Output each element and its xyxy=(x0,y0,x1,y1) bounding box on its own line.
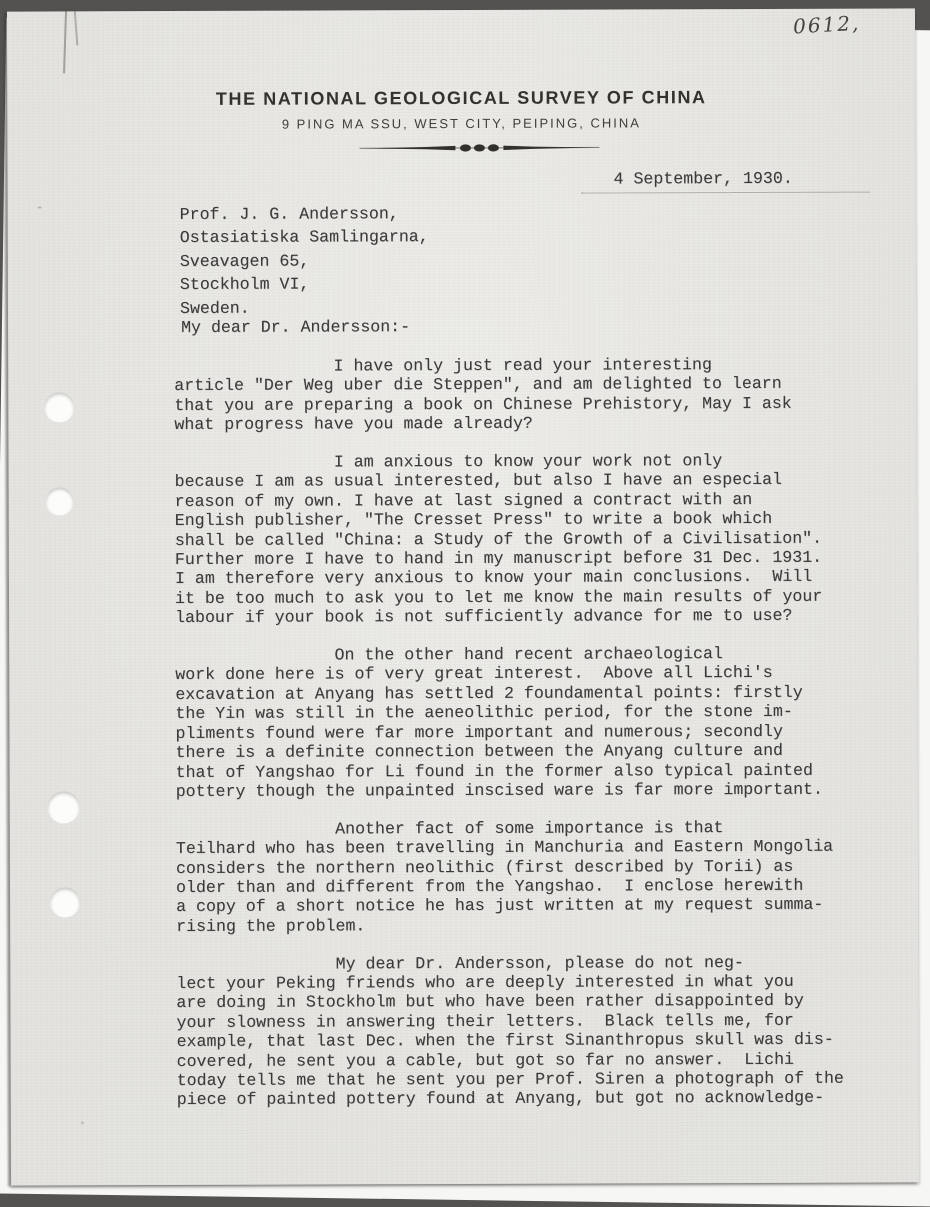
typed-line: the Yin was still in the aeneolithic period, for the stone im- xyxy=(175,702,793,724)
typed-line: rising the problem. xyxy=(176,916,366,936)
typed-line: Sweden. xyxy=(179,298,250,318)
typed-line: shall be called "China: a Study of the Growth of a Civilisation". xyxy=(174,528,823,550)
typed-line: example, that last Dec. when the first Sinanthropus skull was dis- xyxy=(176,1029,834,1052)
letterhead-address: 9 PING MA SSU, WEST CITY, PEIPING, CHINA xyxy=(281,115,641,132)
letterhead xyxy=(7,86,915,161)
typed-line: pottery though the unpainted inscised ware is far more important. xyxy=(175,779,823,801)
typed-line: Sveavagen 65, xyxy=(179,251,310,271)
paragraph xyxy=(174,451,857,628)
typed-line: excavation at Anyang has settled 2 foundamental points: firstly xyxy=(175,682,803,704)
typed-line: Ostasiatiska Samlingarna, xyxy=(179,227,429,248)
salutation: My dear Dr. Andersson:- xyxy=(181,317,411,337)
typed-line: English publisher, "The Cresset Press" to write a book which xyxy=(174,509,773,531)
typed-line: that you are preparing a book on Chinese Prehistory, May I ask xyxy=(174,393,792,415)
typed-line: what progress have you made already? xyxy=(174,413,533,435)
typed-line: Prof. J. G. Andersson, xyxy=(179,204,399,224)
typed-line: covered, he sent you a cable, but got so far no answer. Lichi xyxy=(176,1049,795,1071)
typed-line: lect your Peking friends who are deeply interested in what you xyxy=(176,971,794,993)
paper-smudge xyxy=(81,1121,84,1124)
typed-line: I have only just read your interesting xyxy=(174,355,712,377)
typed-line: piece of painted pottery found at Anyang, but got no acknowledge- xyxy=(176,1088,825,1110)
paragraph xyxy=(176,952,859,1110)
typed-line: older than and different from the Yangshao. I enclose herewith xyxy=(175,875,804,897)
letter-page xyxy=(7,8,919,1185)
typed-line: there is a definite connection between the Anyang culture and xyxy=(175,740,784,763)
typed-line: Further more I have to hand in my manuscript before 31 Dec. 1931. xyxy=(174,547,823,570)
typed-line: that of Yangshao for Li found in the former also typical painted xyxy=(175,760,813,782)
typed-line: Stockholm VI, xyxy=(179,274,310,295)
recipient-address xyxy=(180,202,429,320)
typed-line: are doing in Stockholm but who have been rather disappointed by xyxy=(176,991,804,1013)
letterhead-organization: THE NATIONAL GEOLOGICAL SURVEY OF CHINA xyxy=(215,87,707,109)
typed-line: My dear Dr. Andersson, please do not neg- xyxy=(176,952,744,974)
typed-line: a copy of a short notice he has just written at my request summa- xyxy=(176,895,824,917)
typed-line: Teilhard who has been travelling in Manchuria and Eastern Mongolia xyxy=(175,836,834,859)
typed-line: it be too much to ask you to let me know the main results of your xyxy=(174,586,823,608)
letter-body xyxy=(174,355,859,1129)
typed-line: considers the northern neolithic (first described by Torii) as xyxy=(175,856,794,878)
typed-line: Another fact of some importance is that xyxy=(175,817,724,839)
typed-line: labour if your book is not sufficiently advance for me to use? xyxy=(175,606,793,628)
letter-date: 4 September, 1930. xyxy=(613,168,793,189)
punch-hole xyxy=(44,392,74,422)
punch-hole xyxy=(50,887,80,917)
typed-line: On the other hand recent archaeological xyxy=(175,644,723,666)
punch-hole xyxy=(48,791,80,823)
paragraph xyxy=(175,644,858,802)
typed-line: because I am as usual interested, but also I have an especial xyxy=(174,470,783,492)
typed-line: pliments found were far more important and numerous; secondly xyxy=(175,721,783,743)
typed-line: article "Der Weg uber die Steppen", and am delighted to learn xyxy=(174,374,782,396)
paper-smudge xyxy=(38,206,42,208)
paragraph xyxy=(176,817,858,936)
paragraph xyxy=(174,355,856,435)
typed-line: work done here is of very great interest. Above all Lichi's xyxy=(175,663,773,685)
typed-line: today tells me that he sent you per Prof. Siren a photograph of the xyxy=(176,1068,844,1090)
staple-mark xyxy=(74,9,78,45)
date-line xyxy=(582,169,870,194)
typed-line: I am therefore very anxious to know your main conclusions. Will xyxy=(174,567,813,589)
typed-line: reason of my own. I have at last signed a contract with an xyxy=(174,489,753,511)
staple-mark xyxy=(63,9,67,73)
typed-line: your slowness in answering their letters. Black tells me, for xyxy=(176,1010,794,1032)
archive-number-annotation: 0612, xyxy=(792,10,861,39)
punch-hole xyxy=(46,487,74,515)
divider-ornament-icon xyxy=(25,139,930,161)
typed-line: I am anxious to know your work not only xyxy=(174,451,723,473)
